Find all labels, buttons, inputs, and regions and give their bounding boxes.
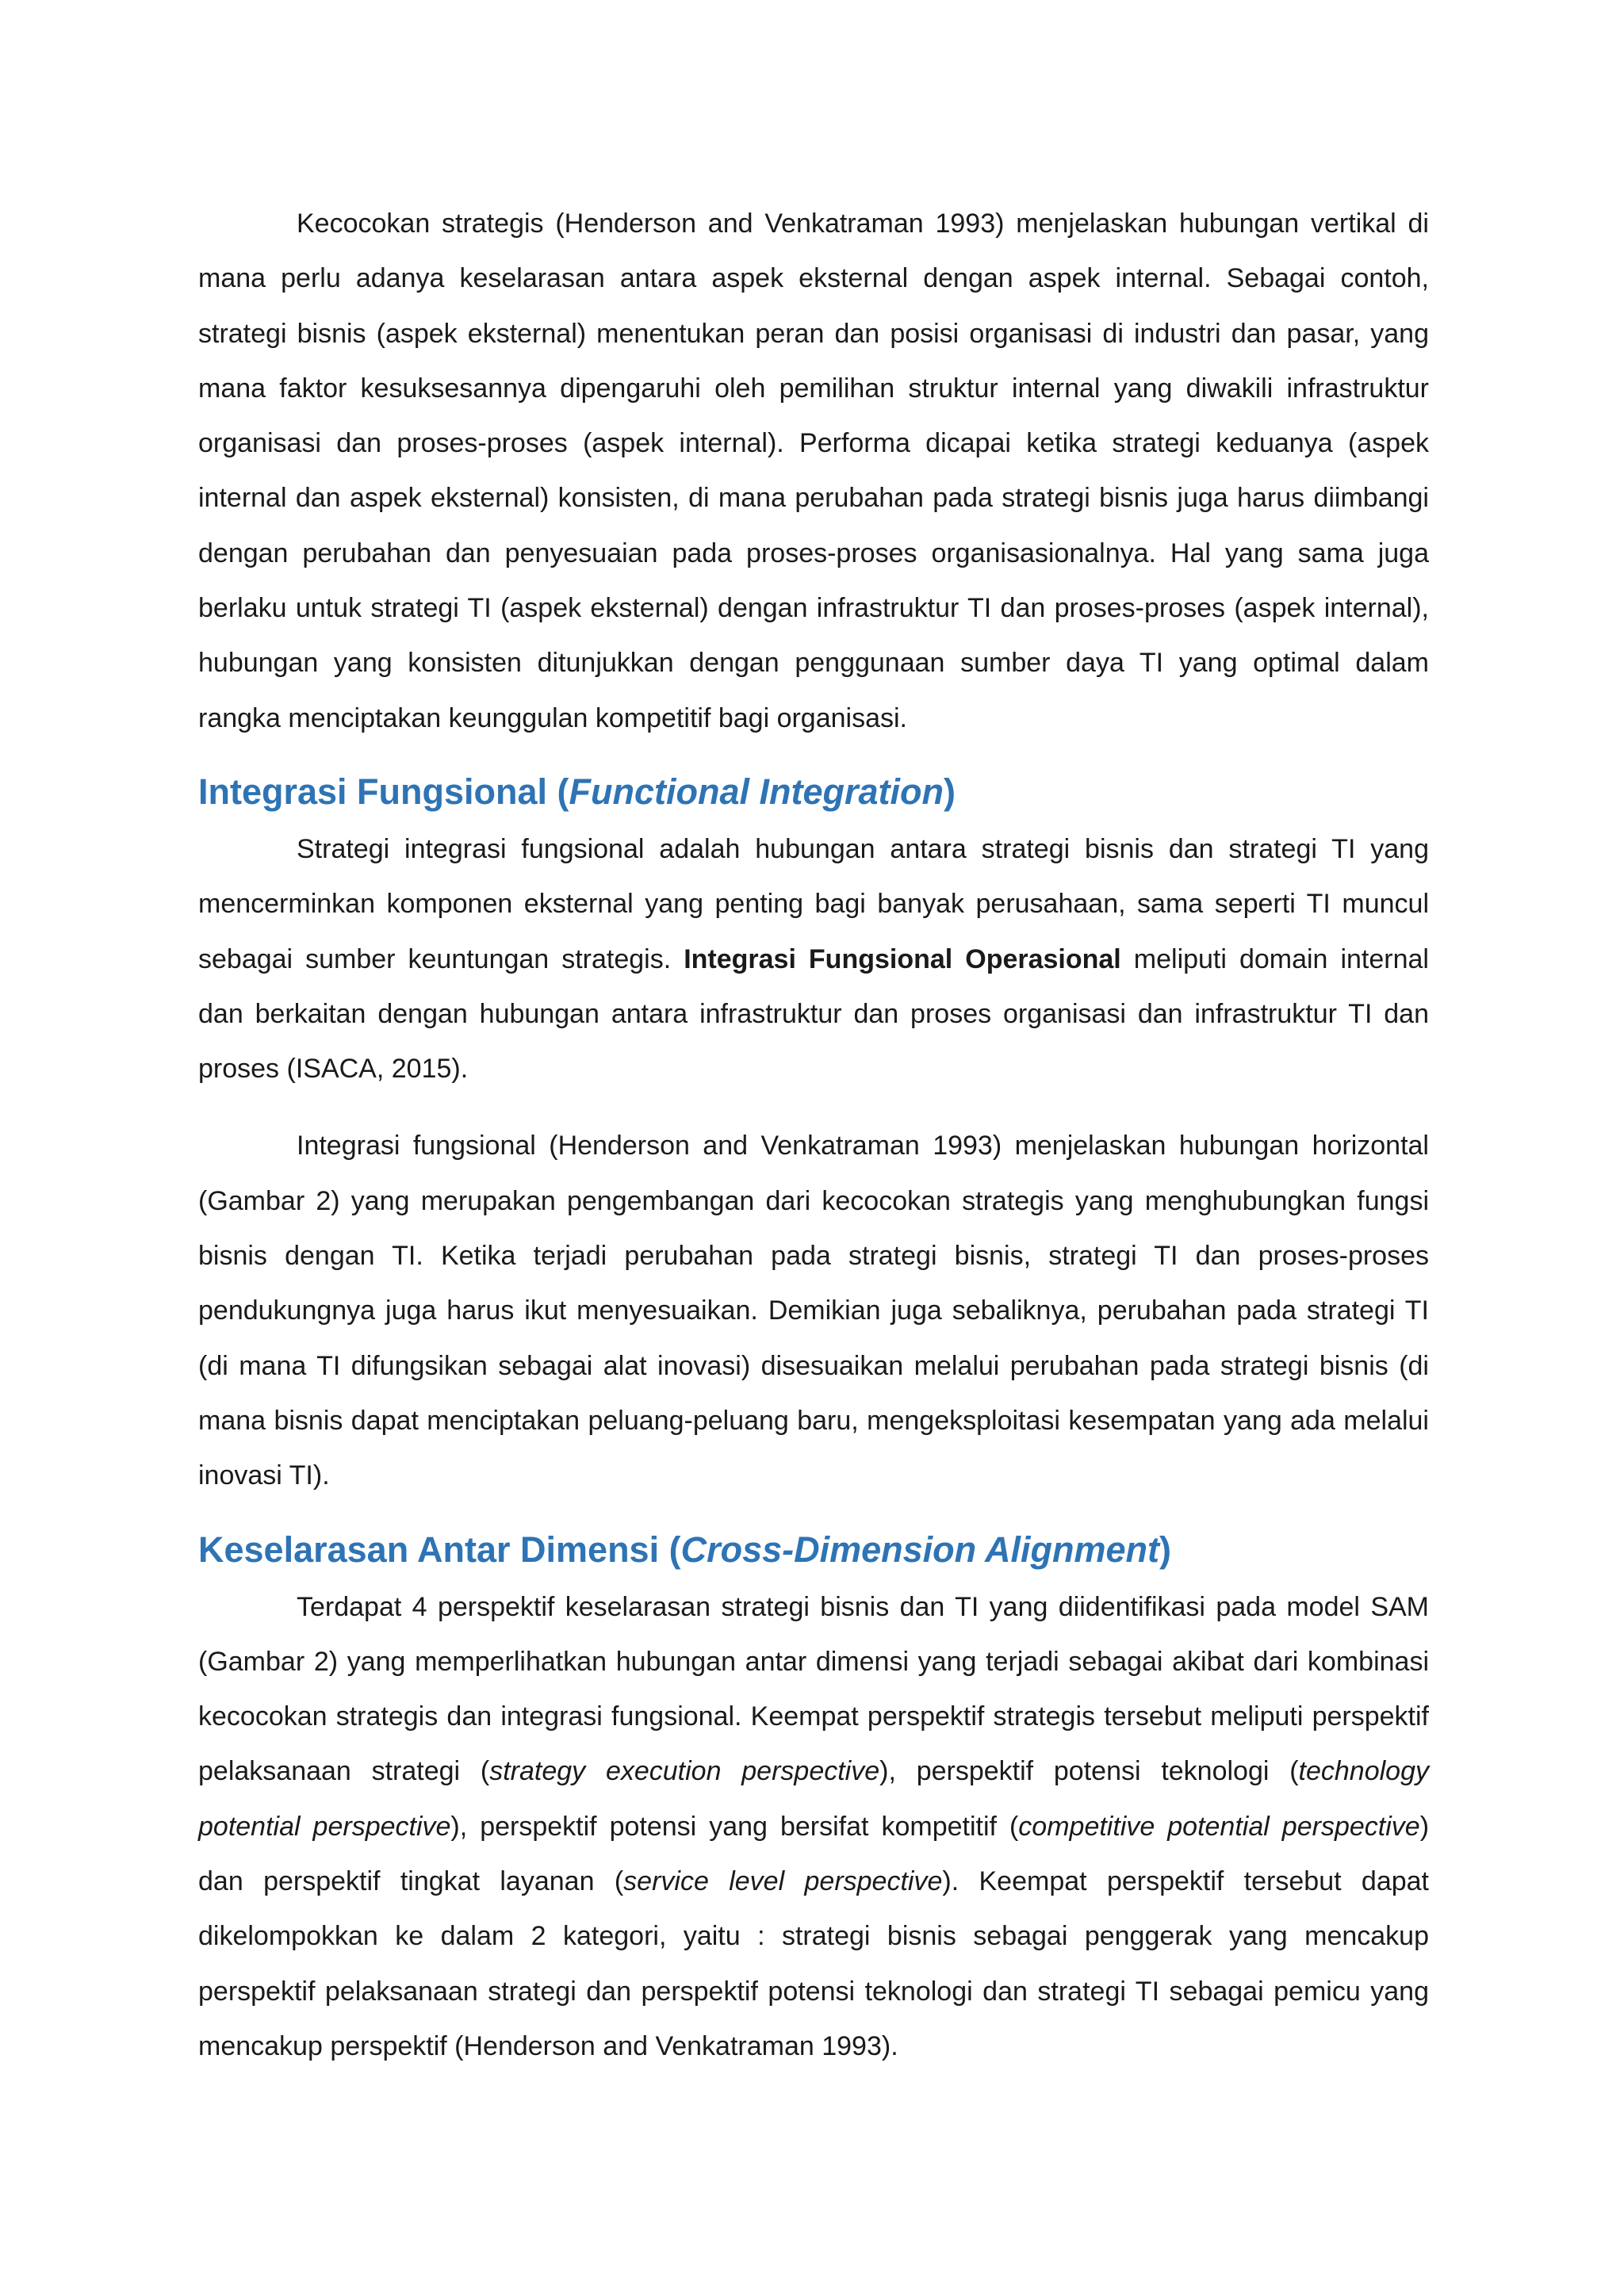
paragraph-text: ), perspektif potensi yang bersifat kompetitif ( bbox=[450, 1811, 1019, 1842]
paragraph-text: Terdapat 4 perspektif keselarasan strategi bisnis dan TI yang diidentifikasi pada model SAM (Gambar 2) yang memperlihatkan hubungan antar dimensi yang terjadi sebagai akibat dari kombinasi kecocokan strategis dan integrasi fungsional. Keempat perspektif strategis tersebut meliputi perspektif pelaksanaan strategi ( bbox=[198, 1591, 1429, 1787]
paragraph-text: ), perspektif potensi teknologi ( bbox=[879, 1756, 1299, 1787]
paragraph-horizontal-relation bbox=[198, 1119, 1429, 1503]
paragraph-italic-term: strategy execution perspective bbox=[489, 1756, 880, 1787]
paragraph-text: ) dan perspektif tingkat layanan ( bbox=[198, 1811, 1430, 1897]
heading-italic-text: Cross-Dimension Alignment bbox=[680, 1529, 1159, 1570]
paragraph-text: ). Keempat perspektif tersebut dapat dikelompokkan ke dalam 2 kategori, yaitu : strategi bisnis sebagai penggerak yang mencakup perspektif pelaksanaan strategi dan perspektif potensi teknologi dan strategi TI sebagai pemicu yang mencakup perspektif (Henderson and Venkatraman 1993). bbox=[198, 1866, 1429, 2061]
heading-text: Integrasi Fungsional ( bbox=[198, 771, 569, 812]
heading-cross-dimension-alignment bbox=[198, 1522, 1429, 1578]
paragraph-text: Integrasi fungsional (Henderson and Venkatraman 1993) menjelaskan hubungan horizontal (Gambar 2) yang merupakan pengembangan dari kecocokan strategis yang menghubungkan fungsi bisnis dengan TI. Ketika terjadi perubahan pada strategi bisnis, strategi TI dan proses-proses pendukungnya juga harus ikut menyesuaikan. Demikian juga sebaliknya, perubahan pada strategi TI (di mana TI difungsikan sebagai alat inovasi) disesuaikan melalui perubahan pada strategi bisnis (di mana bisnis dapat menciptakan peluang-peluang baru, mengeksploitasi kesempatan yang ada melalui inovasi TI). bbox=[198, 1131, 1429, 1491]
paragraph-text: Strategi integrasi fungsional adalah hubungan antara strategi bisnis dan strategi TI yang mencerminkan komponen eksternal yang penting bagi banyak perusahaan, sama seperti TI muncul sebagai sumber keuntungan strategis. bbox=[198, 833, 1429, 974]
heading-italic-text: Functional Integration bbox=[569, 771, 944, 812]
heading-close-paren: ) bbox=[944, 771, 956, 812]
paragraph-italic-term: competitive potential perspective bbox=[1018, 1811, 1420, 1842]
paragraph-text: meliputi domain internal dan berkaitan dengan hubungan antara infrastruktur dan proses organisasi dan infrastruktur TI dan proses (ISACA, 2015). bbox=[198, 943, 1429, 1085]
paragraph-four-perspectives bbox=[198, 1580, 1429, 2075]
paragraph-text: Kecocokan strategis (Henderson and Venkatraman 1993) menjelaskan hubungan vertikal di mana perlu adanya keselarasan antara aspek eksternal dengan aspek internal. Sebagai contoh, strategi bisnis (aspek eksternal) menentukan peran dan posisi organisasi di industri dan pasar, yang mana faktor kesuksesannya dipengaruhi oleh pemilihan struktur internal yang diwakili infrastruktur organisasi dan proses-proses (aspek internal). Performa dicapai ketika strategi keduanya (aspek internal dan aspek eksternal) konsisten, di mana perubahan pada strategi bisnis juga harus diimbangi dengan perubahan dan penyesuaian pada proses-proses organisasionalnya. Hal yang sama juga berlaku untuk strategi TI (aspek eksternal) dengan infrastruktur TI dan proses-proses (aspek internal), hubungan yang konsisten ditunjukkan dengan penggunaan sumber daya TI yang optimal dalam rangka menciptakan keunggulan kompetitif bagi organisasi. bbox=[198, 209, 1429, 733]
paragraph-italic-term: service level perspective bbox=[623, 1866, 943, 1897]
heading-text: Keselarasan Antar Dimensi ( bbox=[198, 1529, 681, 1570]
paragraph-italic-term: technology potential perspective bbox=[198, 1756, 1429, 1842]
paragraph-bold-term: Integrasi Fungsional Operasional bbox=[684, 943, 1121, 974]
heading-functional-integration bbox=[198, 764, 1429, 820]
heading-close-paren: ) bbox=[1159, 1529, 1171, 1570]
document-page bbox=[198, 197, 1429, 2074]
paragraph-functional-integration-strategy bbox=[198, 822, 1429, 1096]
paragraph-strategic-fit bbox=[198, 197, 1429, 746]
